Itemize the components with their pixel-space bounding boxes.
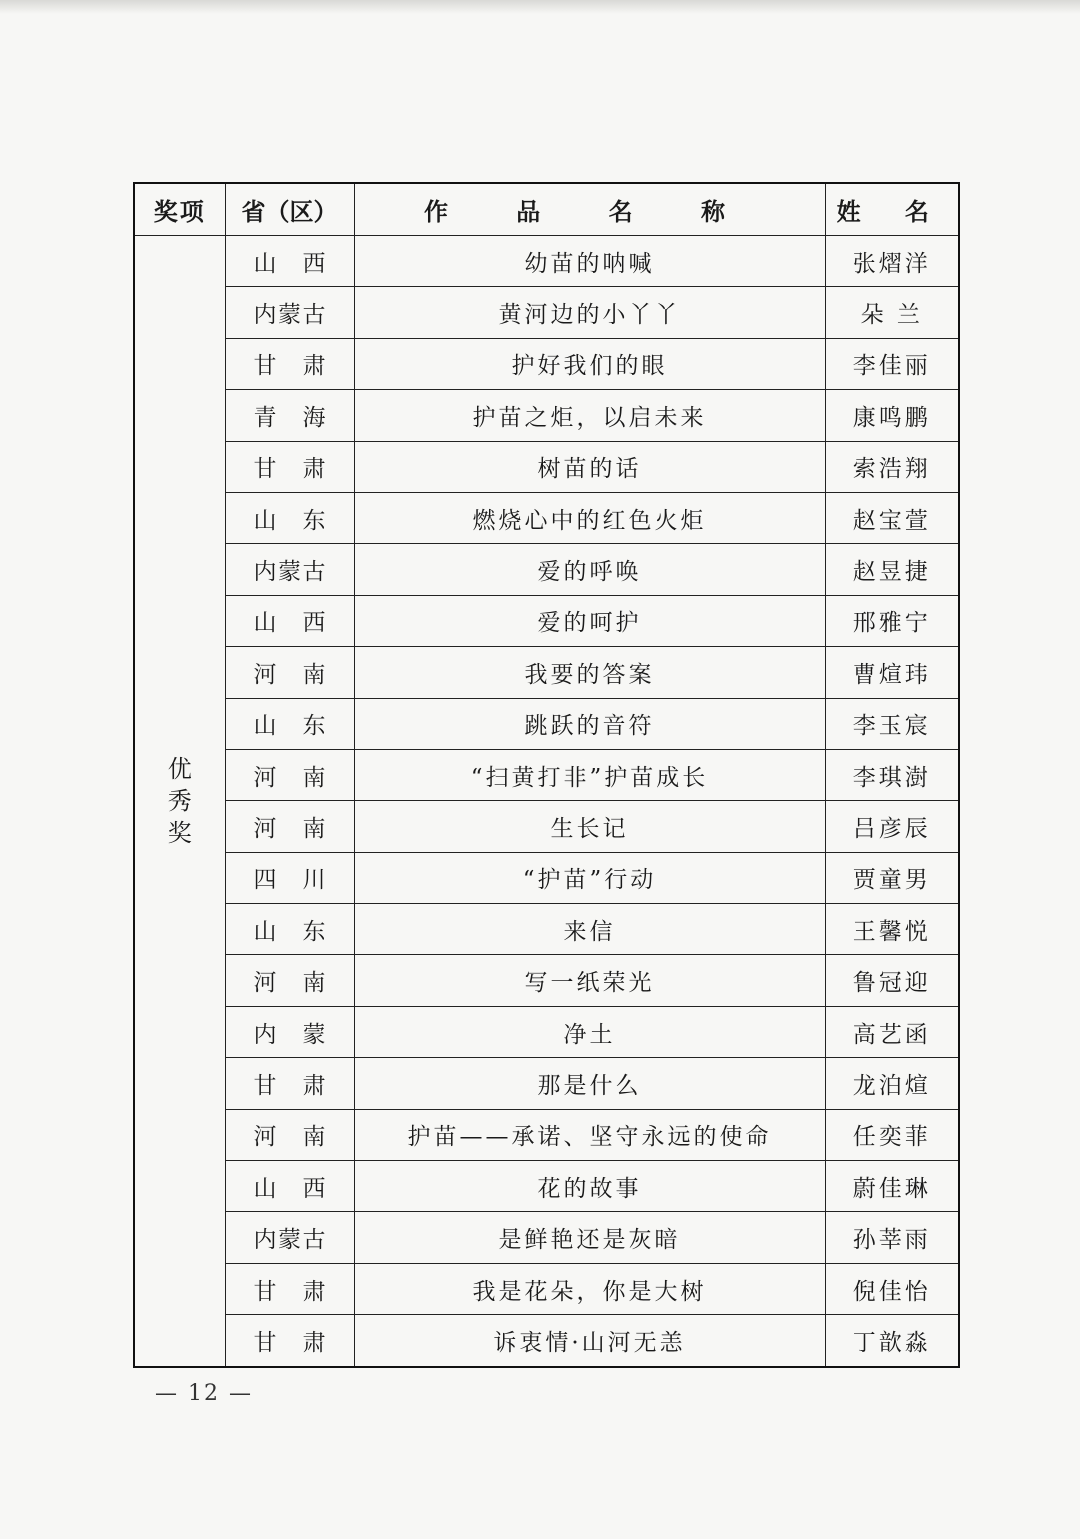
province-cell — [225, 390, 354, 441]
province-cell — [225, 1058, 354, 1109]
province-cell — [225, 1263, 354, 1314]
province-label: 河 南 — [253, 661, 326, 688]
province-cell — [225, 647, 354, 698]
work-title-cell: 护好我们的眼 — [354, 338, 825, 389]
table-row — [134, 647, 959, 698]
author-name-cell: 索浩翔 — [825, 441, 959, 492]
work-title-cell: 生长记 — [354, 801, 825, 852]
table-row — [134, 492, 959, 543]
author-name-cell: 孙莘雨 — [825, 1212, 959, 1263]
province-label: 河 南 — [253, 1124, 326, 1151]
author-name-cell: 贾童男 — [825, 852, 959, 903]
work-title-cell: 是鲜艳还是灰暗 — [354, 1212, 825, 1263]
work-title-cell: “护苗”行动 — [354, 852, 825, 903]
table-row — [134, 1212, 959, 1263]
author-name-cell: 曹煊玮 — [825, 647, 959, 698]
table-row — [134, 595, 959, 646]
work-title-cell: 我要的答案 — [354, 647, 825, 698]
province-cell — [225, 544, 354, 595]
province-cell — [225, 236, 354, 287]
province-cell — [225, 287, 354, 338]
table-row — [134, 904, 959, 955]
province-cell — [225, 1212, 354, 1263]
province-label: 山 东 — [253, 918, 326, 945]
province-cell — [225, 904, 354, 955]
province-label: 河 南 — [253, 970, 326, 997]
table-row — [134, 1006, 959, 1057]
table-row — [134, 1263, 959, 1314]
table-row — [134, 698, 959, 749]
header-province: 省（区） — [225, 183, 354, 236]
province-label: 内蒙古 — [253, 1227, 326, 1254]
province-cell — [225, 1161, 354, 1212]
province-cell — [225, 1315, 354, 1367]
province-label: 山 东 — [253, 713, 326, 740]
author-name-cell: 李玉宸 — [825, 698, 959, 749]
province-label: 甘 肃 — [253, 353, 326, 380]
author-name-cell: 康鸣鹏 — [825, 390, 959, 441]
author-name-cell: 龙泊煊 — [825, 1058, 959, 1109]
table-row — [134, 441, 959, 492]
table-row — [134, 338, 959, 389]
table-body — [134, 236, 959, 1367]
province-cell — [225, 492, 354, 543]
awards-table — [133, 182, 960, 1368]
work-title-cell: 爱的呼唤 — [354, 544, 825, 595]
author-name-cell: 蔚佳琳 — [825, 1161, 959, 1212]
province-cell — [225, 441, 354, 492]
award-group-cell — [134, 236, 225, 1367]
province-label: 山 西 — [253, 250, 326, 277]
work-title-cell: 我是花朵，你是大树 — [354, 1263, 825, 1314]
province-cell — [225, 852, 354, 903]
table-row — [134, 801, 959, 852]
author-name-cell: 任奕菲 — [825, 1109, 959, 1160]
author-name-cell: 倪佳怡 — [825, 1263, 959, 1314]
author-name-cell: 高艺函 — [825, 1006, 959, 1057]
work-title-cell: 幼苗的呐喊 — [354, 236, 825, 287]
author-name-cell: 丁歆淼 — [825, 1315, 959, 1367]
author-name-cell: 朵 兰 — [825, 287, 959, 338]
scan-edge — [0, 0, 1080, 14]
province-label: 山 西 — [253, 610, 326, 637]
province-cell — [225, 698, 354, 749]
province-label: 河 南 — [253, 764, 326, 791]
province-label: 四 川 — [253, 867, 326, 894]
province-cell — [225, 801, 354, 852]
province-label: 内 蒙 — [253, 1021, 326, 1048]
award-group-label: 优秀奖 — [167, 754, 192, 847]
province-label: 山 西 — [253, 1175, 326, 1202]
province-label: 甘 肃 — [253, 456, 326, 483]
table-row — [134, 852, 959, 903]
province-cell — [225, 749, 354, 800]
author-name-cell: 吕彦辰 — [825, 801, 959, 852]
author-name-cell: 赵昱捷 — [825, 544, 959, 595]
work-title-cell: 爱的呵护 — [354, 595, 825, 646]
work-title-cell: 黄河边的小丫丫 — [354, 287, 825, 338]
page-number: — 12 — — [155, 1381, 253, 1406]
province-label: 甘 肃 — [253, 1072, 326, 1099]
work-title-cell: 树苗的话 — [354, 441, 825, 492]
table-row — [134, 1109, 959, 1160]
work-title-cell: “扫黄打非”护苗成长 — [354, 749, 825, 800]
work-title-cell: 写一纸荣光 — [354, 955, 825, 1006]
header-work: 作 品 名 称 — [354, 183, 825, 236]
table-row — [134, 1058, 959, 1109]
work-title-cell: 那是什么 — [354, 1058, 825, 1109]
province-cell — [225, 338, 354, 389]
province-label: 山 东 — [253, 507, 326, 534]
header-name: 姓 名 — [825, 183, 959, 236]
table-row — [134, 1161, 959, 1212]
province-cell — [225, 1109, 354, 1160]
header-row — [134, 183, 959, 236]
work-title-cell: 来信 — [354, 904, 825, 955]
author-name-cell: 李琪澍 — [825, 749, 959, 800]
author-name-cell: 鲁冠迎 — [825, 955, 959, 1006]
author-name-cell: 王馨悦 — [825, 904, 959, 955]
table-row — [134, 390, 959, 441]
header-award: 奖项 — [134, 183, 225, 236]
table-row — [134, 236, 959, 287]
work-title-cell: 护苗之炬，以启未来 — [354, 390, 825, 441]
work-title-cell: 燃烧心中的红色火炬 — [354, 492, 825, 543]
work-title-cell: 护苗——承诺、坚守永远的使命 — [354, 1109, 825, 1160]
author-name-cell: 赵宝萱 — [825, 492, 959, 543]
province-cell — [225, 595, 354, 646]
province-label: 甘 肃 — [253, 1329, 326, 1356]
work-title-cell: 跳跃的音符 — [354, 698, 825, 749]
author-name-cell: 李佳丽 — [825, 338, 959, 389]
work-title-cell: 诉衷情·山河无恙 — [354, 1315, 825, 1367]
table-row — [134, 544, 959, 595]
province-label: 内蒙古 — [253, 302, 326, 329]
author-name-cell: 张熠洋 — [825, 236, 959, 287]
work-title-cell: 花的故事 — [354, 1161, 825, 1212]
province-cell — [225, 1006, 354, 1057]
table-row — [134, 955, 959, 1006]
table-row — [134, 287, 959, 338]
work-title-cell: 净土 — [354, 1006, 825, 1057]
province-label: 内蒙古 — [253, 559, 326, 586]
province-label: 青 海 — [253, 404, 326, 431]
table-row — [134, 1315, 959, 1367]
author-name-cell: 邢雅宁 — [825, 595, 959, 646]
province-cell — [225, 955, 354, 1006]
province-label: 河 南 — [253, 815, 326, 842]
table-row — [134, 749, 959, 800]
province-label: 甘 肃 — [253, 1278, 326, 1305]
